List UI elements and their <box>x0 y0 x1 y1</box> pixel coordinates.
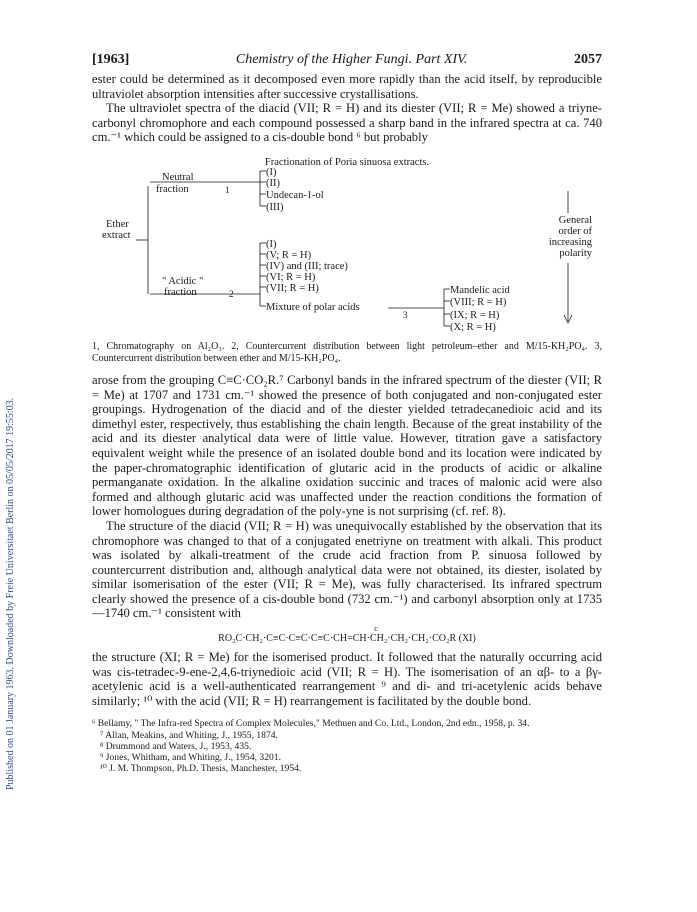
paper-page <box>92 52 602 774</box>
acidic-item-2: (V; R = H) <box>266 249 312 261</box>
header-year: [1963] <box>92 52 130 67</box>
acidic-label-2: fraction <box>164 286 197 298</box>
paragraph-4: The structure of the diacid (VII; R = H) was unequivocally established by the observation that its chromophore was changed to that of a conjugated enetriyne on treatment with alkali. This product was isolated by alkali-treatment of the crude acid fraction from P. sinuosa followed by countercurrent distribution and, although analytical data were not obtained, its diester, isolated by similar isomerisation of the ester (VII; R = Me), was fully characterised. Its infrared spectrum clearly showed the presence of a cis-double bond (732 cm.⁻¹) and carbonyl absorption only at 1735—1740 cm.⁻¹ consistent with <box>92 518 602 621</box>
ether-extract-label-1: Ether <box>106 218 129 230</box>
ether-extract-label-2: extract <box>102 229 131 241</box>
download-watermark: Published on 01 January 1963. Downloaded by Freie Universitaet Berlin on 05/05/2017 19:55:03. <box>5 397 16 790</box>
structural-formula-xi <box>92 625 602 644</box>
formula-cis-marker: c <box>374 624 378 634</box>
polar-item-4: (X; R = H) <box>450 321 496 333</box>
step-2-number: 2 <box>229 288 234 299</box>
neutral-item-1: (I) <box>266 166 277 178</box>
footnote-6: ⁶ Bellamy, " The Infra-red Spectra of Complex Molecules," Methuen and Co. Ltd., London, 2nd edn., 1958, p. 34. <box>92 718 530 730</box>
neutral-item-2: (II) <box>266 177 280 189</box>
paragraph-3: arose from the grouping C≡C·CO₂R.⁷ Carbonyl bands in the infrared spectrum of the diester (VII; R = Me) at 1707 and 1731 cm.⁻¹ showed the presence of both conjugated and non-conjugated ester groupings. Hydrogenation of the diacid and of the diester yielded tetradecanedioic acid and its dimethyl ester, respectively, thus establishing the chain length. Because of the great instability of the acid and its diester analytical data were of little value. However, titration gave a satisfactory equivalent weight while the presence of an isolated double bond and its location were indicated by the paper-chromatographic identification of glutaric acid in the products of acidic or alkaline permanganate oxidation. In the alkaline oxidation succinic and traces of malonic acid were also formed and although glutaric acid was unaffected under the reaction conditions the formation of lower homologues during degradation of the poly-yne is not surprising (cf. ref. 8). <box>92 372 602 519</box>
polarity-label-2: order of <box>558 225 592 237</box>
acidic-item-1: (I) <box>266 238 277 250</box>
polar-item-3: (IX; R = H) <box>450 309 500 321</box>
fractionation-scheme <box>92 151 602 341</box>
polarity-label-3: increasing <box>548 236 592 248</box>
neutral-label-1: Neutral <box>162 171 194 183</box>
neutral-item-4: (III) <box>266 201 284 213</box>
neutral-item-3: Undecan-1-ol <box>266 189 324 201</box>
footnotes <box>92 718 602 774</box>
footnote-7: ⁷ Allan, Meakins, and Whiting, J., 1955, 1874. <box>100 729 278 741</box>
polar-item-1: Mandelic acid <box>450 284 510 296</box>
polarity-label-1: General <box>558 214 592 226</box>
acidic-item-5: (VII; R = H) <box>266 282 319 294</box>
formula-text: RO₂C·CH₂·C≡C·C≡C·C≡C·CH=CH·CH₂·CH₂·CH₂·CO₂R (XI) <box>218 633 476 645</box>
paragraph-5: the structure (XI; R = Me) for the isomerised product. It followed that the naturally occurring acid was cis-tetradec-9-ene-2,4,6-triynedioic acid (VII; R = H). The isomerisation of an αβ- to a βγ-acetylenic acid is a well-authenticated rearrangement ⁹ and di- and tri-acetylenic acids behave similarly; ¹⁰ with the acid (VII; R = H) rearrangement is facilitated by the double bond. <box>92 650 602 708</box>
fractionation-diagram <box>92 151 602 341</box>
footnote-10: ¹⁰ J. M. Thompson, Ph.D. Thesis, Manchester, 1954. <box>100 763 302 775</box>
header-page-number: 2057 <box>573 52 602 67</box>
figure-title: Fractionation of Poria sinuosa extracts. <box>264 156 430 168</box>
paragraph-1: ester could be determined as it decomposed even more rapidly than the acid itself, by reproducible ultraviolet absorption intensities after successive crystallisations. <box>92 72 602 101</box>
acidic-item-4: (VI; R = H) <box>266 271 316 283</box>
header-title: Chemistry of the Higher Fungi. Part XIV. <box>235 52 468 67</box>
polar-item-2: (VIII; R = H) <box>450 296 507 308</box>
paragraph-2: The ultraviolet spectra of the diacid (VII; R = H) and its diester (VII; R = Me) showed a triyne-carbonyl chromophore and each compound possessed a sharp band in the infrared spectra at ca. 740 cm.⁻¹ which could be assigned to a cis-double bond ⁶ but probably <box>92 101 602 145</box>
figure-caption: 1, Chromatography on Al₂O₃. 2, Countercurrent distribution between light petroleum–ether and M/15-KH₂PO₄. 3, Countercurrent distribution between ether and M/15-KH₂PO₄. <box>92 340 602 364</box>
running-head <box>92 52 602 68</box>
acidic-label-1: " Acidic " <box>162 275 204 287</box>
neutral-label-2: fraction <box>156 183 189 195</box>
polarity-label-4: polarity <box>559 247 592 259</box>
step-3-number: 3 <box>403 309 408 320</box>
step-1-number: 1 <box>225 184 230 195</box>
footnote-8: ⁸ Drummond and Waters, J., 1953, 435. <box>100 740 252 752</box>
acidic-item-3: (IV) and (III; trace) <box>266 260 348 272</box>
acidic-item-6: Mixture of polar acids <box>266 301 360 313</box>
footnote-9: ⁹ Jones, Whitham, and Whiting, J., 1954, 3201. <box>100 752 281 764</box>
